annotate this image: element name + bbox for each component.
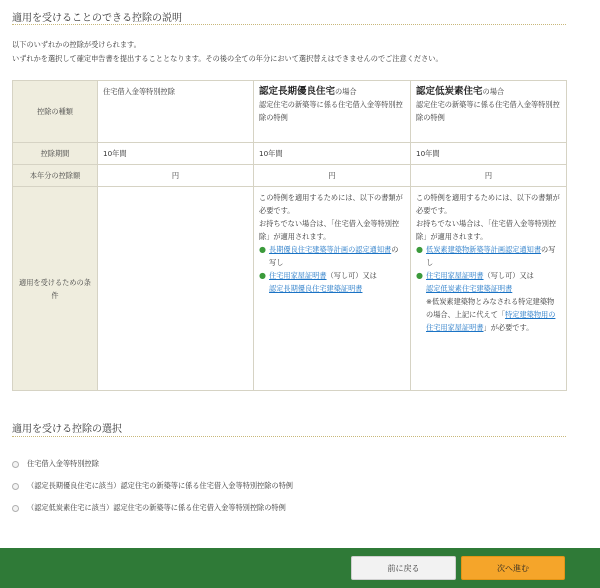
col2-item1-link[interactable]: 長期優良住宅建築等計画の認定通知書 (269, 245, 392, 254)
bullet-icon: ● (416, 271, 423, 280)
col3-conditions (411, 187, 567, 391)
footer-bar (0, 548, 600, 588)
radio-button[interactable] (12, 461, 19, 468)
col3-cond-missing: お持ちでない場合は、「住宅借入金等特別控除」が適用されます。 (416, 219, 557, 241)
option-label: （認定低炭素住宅に該当）認定住宅の新築等に係る住宅借入金等特別控除の特例 (27, 503, 286, 512)
col1-amount: 円 (98, 165, 254, 187)
table-row-amount (13, 165, 567, 187)
col3-type-suffix: の場合 (482, 87, 505, 96)
col2-amount: 円 (254, 165, 411, 187)
col3-item1-link[interactable]: 低炭素建築物新築等計画認定通知書 (426, 245, 542, 254)
row-label-type: 控除の種類 (13, 81, 98, 143)
row-label-period: 控除期間 (13, 143, 98, 165)
col3-note (416, 295, 561, 334)
col2-conditions (254, 187, 411, 391)
intro-line-2: いずれかを選択して確定申告書を提出することとなります。その後の全ての年分において選択替えはできませんのでご注意ください。 (12, 54, 443, 63)
option-label: （認定長期優良住宅に該当）認定住宅の新築等に係る住宅借入金等特別控除の特例 (27, 481, 293, 490)
table-row-conditions (13, 187, 567, 391)
deduction-table (12, 80, 567, 391)
col2-period: 10年間 (254, 143, 411, 165)
table-row-type (13, 81, 567, 143)
col1-conditions (98, 187, 254, 391)
radio-button[interactable] (12, 483, 19, 490)
col2-item2-link2[interactable]: 認定長期優良住宅建築証明書 (269, 284, 363, 293)
intro-text (12, 38, 443, 66)
bullet-icon: ● (259, 271, 266, 280)
next-button[interactable]: 次へ進む (461, 556, 565, 580)
section-divider (12, 24, 566, 25)
row-label-conditions: 適用を受けるための条件 (13, 187, 98, 391)
col3-note-link[interactable]: 特定建築物用の住宅用家屋証明書 (426, 310, 556, 332)
section-divider (12, 436, 566, 437)
option-long-term-quality[interactable] (12, 481, 293, 491)
list-item (416, 269, 561, 295)
option-housing-loan[interactable] (12, 459, 99, 469)
col3-note-prefix: ※低炭素建築物とみなされる特定建築物の場合、上記に代えて「 (426, 297, 555, 319)
col3-note-suffix: 」が必要です。 (483, 323, 534, 332)
list-item (259, 269, 405, 295)
back-button[interactable]: 前に戻る (351, 556, 456, 580)
list-item (416, 243, 561, 269)
table-row-period (13, 143, 567, 165)
col1-period: 10年間 (98, 143, 254, 165)
col2-item1-suffix: の写し (269, 245, 399, 267)
col3-type-bold: 認定低炭素住宅 (416, 86, 483, 97)
col3-amount: 円 (411, 165, 567, 187)
col3-item2-middle: （写し可）又は (483, 271, 534, 280)
col2-item2-link1[interactable]: 住宅用家屋証明書 (269, 271, 327, 280)
col2-type-suffix: の場合 (335, 87, 357, 96)
bullet-icon: ● (416, 245, 423, 254)
col3-item2-link2[interactable]: 認定低炭素住宅建築証明書 (426, 284, 513, 293)
col3-period: 10年間 (411, 143, 567, 165)
section-title-explanation: 適用を受けることのできる控除の説明 (12, 13, 182, 24)
intro-line-1: 以下のいずれかの控除が受けられます。 (12, 40, 141, 49)
col2-type-sub: 認定住宅の新築等に係る住宅借入金等特別控除の特例 (259, 100, 403, 122)
bullet-icon: ● (259, 245, 266, 254)
option-label: 住宅借入金等特別控除 (27, 459, 99, 468)
radio-button[interactable] (12, 505, 19, 512)
col3-item2-link1[interactable]: 住宅用家屋証明書 (426, 271, 484, 280)
option-low-carbon[interactable] (12, 503, 286, 513)
list-item (259, 243, 405, 269)
row-label-amount: 本年分の控除額 (13, 165, 98, 187)
col2-type (254, 81, 411, 143)
section-title-selection: 適用を受ける控除の選択 (12, 424, 122, 435)
col3-cond-intro: この特例を適用するためには、以下の書類が必要です。 (416, 193, 560, 215)
col3-item1-suffix: の写し (426, 245, 556, 267)
col1-type: 住宅借入金等特別控除 (98, 81, 254, 143)
col2-type-bold: 認定長期優良住宅 (259, 86, 336, 97)
col3-type-sub: 認定住宅の新築等に係る住宅借入金等特別控除の特例 (416, 100, 560, 122)
col3-type (411, 81, 567, 143)
col2-cond-missing: お持ちでない場合は、「住宅借入金等特別控除」が適用されます。 (259, 219, 400, 241)
col2-item2-middle: （写し可）又は (326, 271, 377, 280)
col2-cond-intro: この特例を適用するためには、以下の書類が必要です。 (259, 193, 403, 215)
